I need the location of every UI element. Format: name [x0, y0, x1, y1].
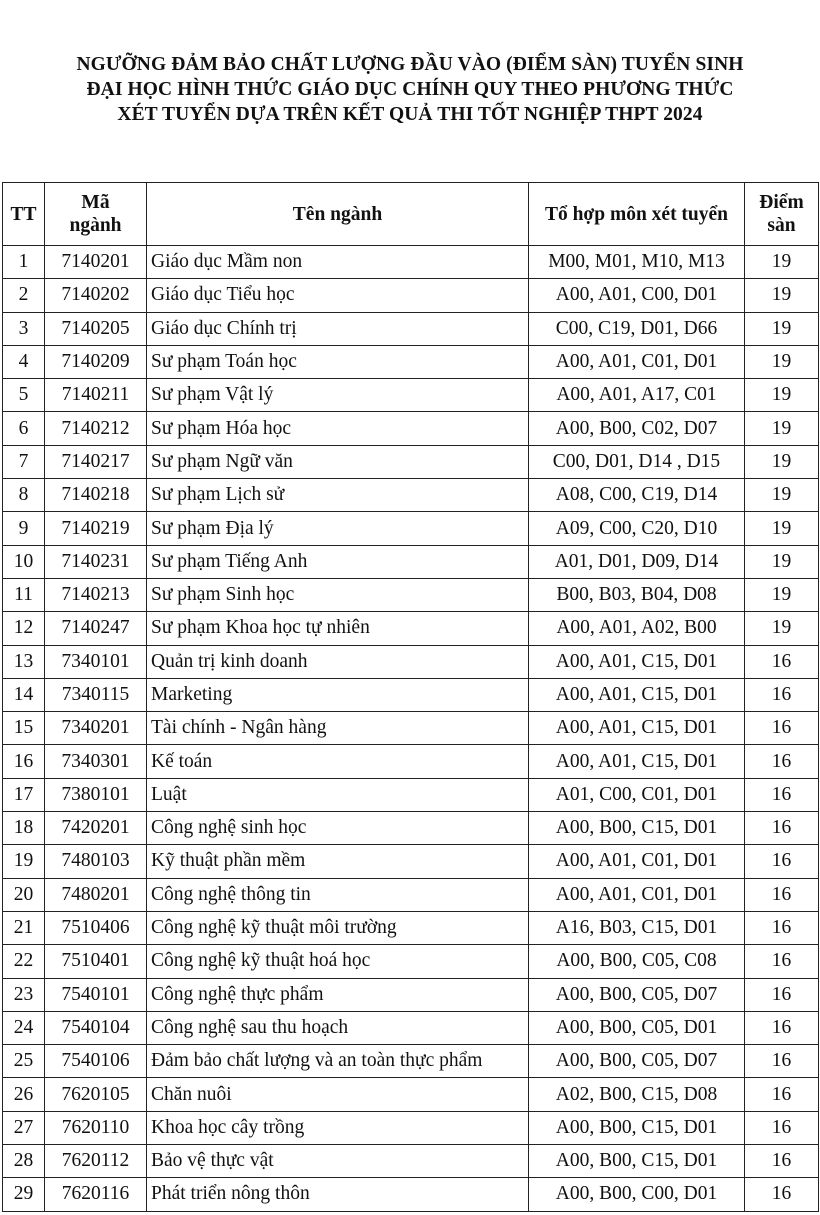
row-number: 16	[3, 745, 45, 778]
floor-score: 16	[745, 978, 819, 1011]
floor-score: 16	[745, 712, 819, 745]
header-score	[745, 183, 819, 246]
row-number: 24	[3, 1011, 45, 1044]
major-name: Giáo dục Chính trị	[147, 312, 529, 345]
major-name: Sư phạm Toán học	[147, 345, 529, 378]
row-number: 29	[3, 1178, 45, 1211]
table-row	[3, 812, 819, 845]
table-row	[3, 1011, 819, 1044]
floor-score: 19	[745, 412, 819, 445]
subject-combination: A00, A01, C00, D01	[529, 279, 745, 312]
subject-combination: A00, A01, C01, D01	[529, 878, 745, 911]
subject-combination: A09, C00, C20, D10	[529, 512, 745, 545]
row-number: 3	[3, 312, 45, 345]
row-number: 27	[3, 1111, 45, 1144]
floor-score: 19	[745, 512, 819, 545]
table-row	[3, 645, 819, 678]
title-line-2: ĐẠI HỌC HÌNH THỨC GIÁO DỤC CHÍNH QUY THEO PHƯƠNG THỨC	[86, 79, 734, 100]
table-row	[3, 545, 819, 578]
major-name: Chăn nuôi	[147, 1078, 529, 1111]
major-code: 7140201	[45, 246, 147, 279]
row-number: 1	[3, 246, 45, 279]
row-number: 13	[3, 645, 45, 678]
table-row	[3, 911, 819, 944]
row-number: 15	[3, 712, 45, 745]
floor-score: 16	[745, 1145, 819, 1178]
major-code: 7380101	[45, 778, 147, 811]
subject-combination: A00, A01, C01, D01	[529, 345, 745, 378]
subject-combination: A00, B00, C15, D01	[529, 812, 745, 845]
table-row	[3, 1145, 819, 1178]
header-score-label: Điểm sàn	[759, 192, 804, 236]
major-name: Công nghệ thực phẩm	[147, 978, 529, 1011]
table-row	[3, 279, 819, 312]
major-code: 7620112	[45, 1145, 147, 1178]
subject-combination: A00, B00, C15, D01	[529, 1111, 745, 1144]
major-code: 7540101	[45, 978, 147, 1011]
row-number: 2	[3, 279, 45, 312]
floor-score: 16	[745, 778, 819, 811]
row-number: 18	[3, 812, 45, 845]
subject-combination: A00, B00, C05, D01	[529, 1011, 745, 1044]
table-row	[3, 778, 819, 811]
major-code: 7140217	[45, 445, 147, 478]
major-code: 7140247	[45, 612, 147, 645]
floor-score: 16	[745, 878, 819, 911]
floor-score: 19	[745, 345, 819, 378]
subject-combination: A00, B00, C05, D07	[529, 1045, 745, 1078]
major-name: Giáo dục Mầm non	[147, 246, 529, 279]
major-name: Công nghệ kỹ thuật môi trường	[147, 911, 529, 944]
subject-combination: A00, B00, C02, D07	[529, 412, 745, 445]
header-code	[45, 183, 147, 246]
row-number: 19	[3, 845, 45, 878]
row-number: 21	[3, 911, 45, 944]
subject-combination: A02, B00, C15, D08	[529, 1078, 745, 1111]
major-name: Công nghệ sau thu hoạch	[147, 1011, 529, 1044]
major-code: 7620116	[45, 1178, 147, 1211]
major-name: Sư phạm Ngữ văn	[147, 445, 529, 478]
floor-score: 16	[745, 1111, 819, 1144]
table-row	[3, 845, 819, 878]
major-name: Khoa học cây trồng	[147, 1111, 529, 1144]
table-row	[3, 445, 819, 478]
admission-score-table	[2, 182, 819, 1212]
table-row	[3, 1111, 819, 1144]
table-row	[3, 745, 819, 778]
subject-combination: A00, A01, A17, C01	[529, 379, 745, 412]
floor-score: 19	[745, 379, 819, 412]
subject-combination: A01, D01, D09, D14	[529, 545, 745, 578]
subject-combination: A00, A01, C01, D01	[529, 845, 745, 878]
table-row	[3, 246, 819, 279]
floor-score: 16	[745, 945, 819, 978]
subject-combination: M00, M01, M10, M13	[529, 246, 745, 279]
floor-score: 19	[745, 578, 819, 611]
floor-score: 16	[745, 745, 819, 778]
major-name: Sư phạm Sinh học	[147, 578, 529, 611]
header-combo: Tổ hợp môn xét tuyển	[529, 183, 745, 246]
major-code: 7140211	[45, 379, 147, 412]
major-code: 7510406	[45, 911, 147, 944]
table-row	[3, 1045, 819, 1078]
subject-combination: C00, C19, D01, D66	[529, 312, 745, 345]
major-code: 7140209	[45, 345, 147, 378]
row-number: 4	[3, 345, 45, 378]
major-name: Tài chính - Ngân hàng	[147, 712, 529, 745]
floor-score: 16	[745, 1078, 819, 1111]
subject-combination: A00, B00, C15, D01	[529, 1145, 745, 1178]
major-name: Sư phạm Hóa học	[147, 412, 529, 445]
floor-score: 19	[745, 445, 819, 478]
table-row	[3, 945, 819, 978]
major-name: Luật	[147, 778, 529, 811]
table-row	[3, 379, 819, 412]
floor-score: 16	[745, 1178, 819, 1211]
row-number: 23	[3, 978, 45, 1011]
floor-score: 16	[745, 911, 819, 944]
floor-score: 19	[745, 246, 819, 279]
major-code: 7140218	[45, 479, 147, 512]
row-number: 10	[3, 545, 45, 578]
major-name: Công nghệ sinh học	[147, 812, 529, 845]
subject-combination: A00, A01, C15, D01	[529, 745, 745, 778]
row-number: 20	[3, 878, 45, 911]
major-name: Sư phạm Khoa học tự nhiên	[147, 612, 529, 645]
major-code: 7420201	[45, 812, 147, 845]
major-code: 7480103	[45, 845, 147, 878]
row-number: 5	[3, 379, 45, 412]
floor-score: 19	[745, 479, 819, 512]
row-number: 12	[3, 612, 45, 645]
subject-combination: B00, B03, B04, D08	[529, 578, 745, 611]
subject-combination: A00, A01, A02, B00	[529, 612, 745, 645]
major-code: 7140212	[45, 412, 147, 445]
major-code: 7620110	[45, 1111, 147, 1144]
subject-combination: A16, B03, C15, D01	[529, 911, 745, 944]
floor-score: 19	[745, 612, 819, 645]
row-number: 14	[3, 678, 45, 711]
floor-score: 19	[745, 279, 819, 312]
document-title	[30, 52, 790, 127]
row-number: 26	[3, 1078, 45, 1111]
header-tt: TT	[3, 183, 45, 246]
major-name: Marketing	[147, 678, 529, 711]
row-number: 25	[3, 1045, 45, 1078]
major-code: 7340115	[45, 678, 147, 711]
floor-score: 16	[745, 812, 819, 845]
row-number: 9	[3, 512, 45, 545]
floor-score: 16	[745, 845, 819, 878]
row-number: 6	[3, 412, 45, 445]
major-name: Bảo vệ thực vật	[147, 1145, 529, 1178]
floor-score: 16	[745, 1011, 819, 1044]
subject-combination: A00, A01, C15, D01	[529, 645, 745, 678]
major-code: 7140205	[45, 312, 147, 345]
floor-score: 19	[745, 545, 819, 578]
subject-combination: A01, C00, C01, D01	[529, 778, 745, 811]
major-name: Sư phạm Tiếng Anh	[147, 545, 529, 578]
row-number: 22	[3, 945, 45, 978]
major-code: 7480201	[45, 878, 147, 911]
major-code: 7140213	[45, 578, 147, 611]
major-name: Công nghệ kỹ thuật hoá học	[147, 945, 529, 978]
major-name: Phát triển nông thôn	[147, 1178, 529, 1211]
major-name: Đảm bảo chất lượng và an toàn thực phẩm	[147, 1045, 529, 1078]
floor-score: 19	[745, 312, 819, 345]
major-code: 7540106	[45, 1045, 147, 1078]
table-row	[3, 512, 819, 545]
table-row	[3, 479, 819, 512]
major-name: Kỹ thuật phần mềm	[147, 845, 529, 878]
major-code: 7340101	[45, 645, 147, 678]
floor-score: 16	[745, 1045, 819, 1078]
table-row	[3, 412, 819, 445]
table-row	[3, 1078, 819, 1111]
row-number: 7	[3, 445, 45, 478]
table-row	[3, 345, 819, 378]
header-code-label: Mã ngành	[69, 192, 122, 236]
subject-combination: A00, A01, C15, D01	[529, 678, 745, 711]
row-number: 17	[3, 778, 45, 811]
subject-combination: C00, D01, D14 , D15	[529, 445, 745, 478]
table-row	[3, 312, 819, 345]
subject-combination: A08, C00, C19, D14	[529, 479, 745, 512]
major-code: 7510401	[45, 945, 147, 978]
major-name: Công nghệ thông tin	[147, 878, 529, 911]
major-code: 7140231	[45, 545, 147, 578]
floor-score: 16	[745, 645, 819, 678]
major-code: 7340301	[45, 745, 147, 778]
major-name: Kế toán	[147, 745, 529, 778]
floor-score: 16	[745, 678, 819, 711]
subject-combination: A00, B00, C05, D07	[529, 978, 745, 1011]
table-row	[3, 578, 819, 611]
table-row	[3, 978, 819, 1011]
major-code: 7340201	[45, 712, 147, 745]
table-row	[3, 878, 819, 911]
table-header-row	[3, 183, 819, 246]
row-number: 28	[3, 1145, 45, 1178]
header-name: Tên ngành	[147, 183, 529, 246]
row-number: 8	[3, 479, 45, 512]
title-line-3: XÉT TUYỂN DỰA TRÊN KẾT QUẢ THI TỐT NGHIỆP THPT 2024	[117, 104, 703, 125]
major-name: Sư phạm Vật lý	[147, 379, 529, 412]
table-row	[3, 1178, 819, 1211]
major-name: Giáo dục Tiểu học	[147, 279, 529, 312]
major-code: 7540104	[45, 1011, 147, 1044]
title-line-1: NGƯỠNG ĐẢM BẢO CHẤT LƯỢNG ĐẦU VÀO (ĐIỂM SÀN) TUYỂN SINH	[76, 54, 744, 75]
major-code: 7140202	[45, 279, 147, 312]
major-name: Sư phạm Lịch sử	[147, 479, 529, 512]
major-code: 7620105	[45, 1078, 147, 1111]
major-name: Sư phạm Địa lý	[147, 512, 529, 545]
major-name: Quản trị kinh doanh	[147, 645, 529, 678]
major-code: 7140219	[45, 512, 147, 545]
table-row	[3, 712, 819, 745]
row-number: 11	[3, 578, 45, 611]
subject-combination: A00, A01, C15, D01	[529, 712, 745, 745]
table-row	[3, 612, 819, 645]
subject-combination: A00, B00, C05, C08	[529, 945, 745, 978]
table-row	[3, 678, 819, 711]
subject-combination: A00, B00, C00, D01	[529, 1178, 745, 1211]
